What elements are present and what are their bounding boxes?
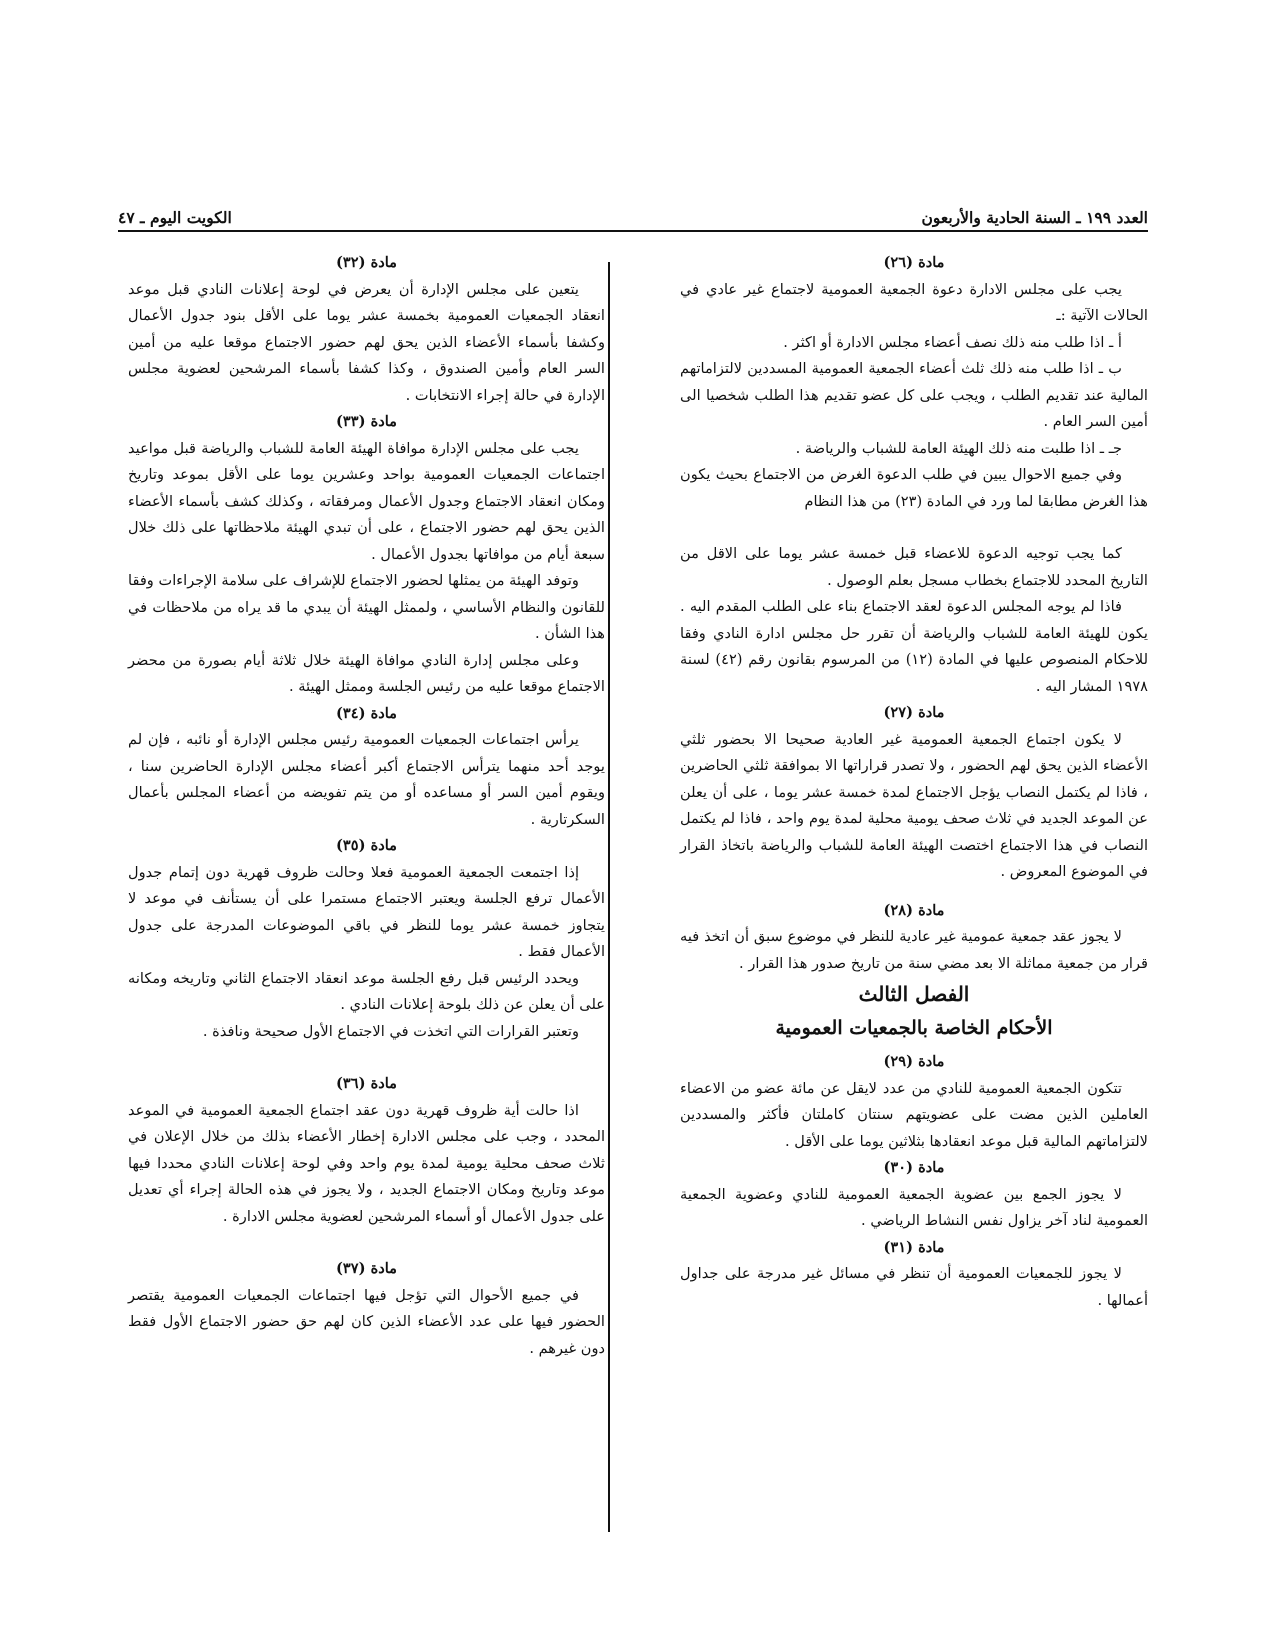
issue-info: العدد ١٩٩ ـ السنة الحادية والأربعون [921, 208, 1148, 227]
article-30-paragraph: لا يجوز الجمع بين عضوية الجمعية العمومية للنادي وعضوية الجمعية العمومية لناد آخر يزاول نفس النشاط الرياضي . [680, 1185, 1148, 1229]
section-title: الأحكام الخاصة بالجمعيات العمومية [775, 1017, 1053, 1039]
article-26-paragraph: وفي جميع الاحوال يبين في طلب الدعوة الغرض من الاجتماع بحيث يكون هذا الغرض مطابقا لما ورد في المادة (٢٣) من هذا النظام [680, 466, 1148, 510]
article-35-paragraph: إذا اجتمعت الجمعية العمومية فعلا وحالت ظروف قهرية دون إتمام جدول الأعمال ترفع الجلسة ويعتبر الاجتماع مستمرا على أن يستأنف في موعد لا يتجاوز خمسة عشر يوما للنظر في باقي الموضوعات المدرجة على جدول الأعمال فقط . [128, 863, 605, 960]
article-26-paragraph: كما يجب توجيه الدعوة للاعضاء قبل خمسة عشر يوما على الاقل من التاريخ المحدد للاجتماع بخطاب مسجل بعلم الوصول . [680, 545, 1148, 589]
article-35-paragraph: وتعتبر القرارات التي اتخذت في الاجتماع الأول صحيحة ونافذة . [202, 1022, 579, 1040]
article-32-title: مادة (٣٢) [336, 254, 397, 271]
column-divider [608, 262, 610, 1532]
article-28-paragraph: لا يجوز عقد جمعية عمومية غير عادية للنظر في موضوع سبق أن اتخذ فيه قرار من جمعية مماثلة الا بعد مضي سنة من تاريخ صدور هذا القرار . [680, 928, 1148, 972]
article-33-paragraph: وتوفد الهيئة من يمثلها لحضور الاجتماع للإشراف على سلامة الإجراءات وفقا للقانون والنظام الأساسي ، ولممثل الهيئة أن يبدي ما قد يراه من ملاحظات في هذا الشأن . [128, 572, 605, 642]
article-36-title: مادة (٣٦) [336, 1075, 397, 1092]
article-32-paragraph: يتعين على مجلس الإدارة أن يعرض في لوحة إعلانات النادي قبل موعد انعقاد الجمعيات العمومية بخمسة عشر يوما على الأقل بنود جدول الأعمال وكشفا بأسماء الأعضاء الذين يحق لهم حضور الاجتماع موقعا عليه من أمين السر العام وأمين الصندوق ، وكذا كشفا بأسماء المرشحين لعضوية مجلس الإدارة في حالة إجراء الانتخابات . [128, 280, 605, 404]
article-26-item-c: جـ ـ اذا طلبت منه ذلك الهيئة العامة للشباب والرياضة . [795, 439, 1122, 457]
article-31-title: مادة (٣١) [883, 1238, 945, 1256]
article-33-paragraph: وعلى مجلس إدارة النادي موافاة الهيئة خلال ثلاثة أيام بصورة من محضر الاجتماع موقعا عليه من رئيس الجلسة وممثل الهيئة . [128, 651, 605, 695]
article-37-title: مادة (٣٧) [336, 1260, 397, 1277]
article-29-paragraph: تتكون الجمعية العمومية للنادي من عدد لايقل عن مائة عضو من الاعضاء العاملين الذين مضت على عضويتهم سنتان كاملتان فأكثر والمسددين لالتزاماتهم المالية قبل موعد انعقادها بثلاثين يوما على الأقل . [680, 1079, 1148, 1150]
gazette-name-page-number: الكويت اليوم ـ ٤٧ [118, 208, 232, 227]
article-33-paragraph: يجب على مجلس الإدارة موافاة الهيئة العامة للشباب والرياضة قبل مواعيد اجتماعات الجمعيات العمومية بواحد وعشرين يوما على الأقل بموعد وتاريخ ومكان انعقاد الاجتماع وجدول الأعمال ومرفقاته ، وكذلك كشف بأسماء الأعضاء الذين يحق لهم حضور الاجتماع ، على أن تبدي الهيئة ملاحظاتها على ذلك خلال سبعة أيام من موافاتها بجدول الأعمال . [128, 439, 605, 563]
article-28-title: مادة (٢٨) [883, 901, 945, 919]
article-26-paragraph: يجب على مجلس الادارة دعوة الجمعية العمومية لاجتماع غير عادي في الحالات الآتية :ـ [680, 280, 1148, 324]
article-26-title: مادة (٢٦) [883, 254, 945, 271]
article-35-paragraph: ويحدد الرئيس قبل رفع الجلسة موعد انعقاد الاجتماع الثاني وتاريخه ومكانه على أن يعلن عن ذلك بلوحة إعلانات النادي . [128, 969, 605, 1013]
article-33-title: مادة (٣٣) [336, 413, 397, 430]
article-26-item-b: ب ـ اذا طلب منه ذلك ثلث أعضاء الجمعية العمومية المسددين لالتزاماتهم المالية عند تقديم الطلب ، ويجب على كل عضو تقديم هذا الطلب شخصيا الى أمين السر العام . [680, 360, 1148, 430]
article-29-title: مادة (٢٩) [883, 1053, 945, 1070]
article-34-paragraph: يرأس اجتماعات الجمعيات العمومية رئيس مجلس الإدارة أو نائبه ، فإن لم يوجد أحد منهما يترأس الاجتماع أكبر أعضاء مجلس الإدارة الحاضرين سنا ، ويقوم أمين السر أو مساعده أو من يتم تفويضه من أعضاء المجلس بأعمال السكرتارية . [128, 731, 605, 828]
article-26-item-a: أ ـ اذا طلب منه ذلك نصف أعضاء مجلس الادارة أو اكثر . [783, 333, 1122, 351]
article-37-paragraph: في جميع الأحوال التي تؤجل فيها اجتماعات الجمعيات العمومية يقتصر الحضور فيها على عدد الأعضاء الذين كان لهم حق حضور الاجتماع الأول فقط دون غيرهم . [128, 1286, 605, 1357]
article-27-paragraph: لا يكون اجتماع الجمعية العمومية غير العادية صحيحا الا بحضور ثلثي الأعضاء الذين يحق لهم الحضور ، ولا تصدر قراراتها الا بموافقة ثلثي الحاضرين ، فاذا لم يكتمل النصاب يؤجل الاجتماع لمدة خمسة عشر يوما ، على أن يعلن عن الموعد الجديد في ثلاث صحف يومية محلية لمدة يوم واحد ، فاذا لم يكتمل النصاب في هذا الاجتماع اختصت الهيئة العامة للشباب والرياضة باتخاذ القرار في الموضوع المعروض . [680, 730, 1148, 880]
chapter-title: الفصل الثالث [858, 982, 970, 1006]
page-header [118, 204, 1148, 232]
article-31-paragraph: لا يجوز للجمعيات العمومية أن تنظر في مسائل غير مدرجة على جداول أعمالها . [680, 1265, 1148, 1309]
right-column [680, 250, 1148, 1314]
article-27-title: مادة (٢٧) [883, 704, 945, 721]
article-34-title: مادة (٣٤) [336, 704, 397, 722]
article-35-title: مادة (٣٥) [336, 837, 397, 854]
left-column [128, 250, 605, 1362]
article-36-paragraph: اذا حالت أية ظروف قهرية دون عقد اجتماع الجمعية العمومية في الموعد المحدد ، وجب على مجلس الادارة إخطار الأعضاء بذلك من خلال الإعلان في ثلاث صحف محلية يومية لمدة يوم واحد وفي لوحة إعلانات النادي محددا فيها موعد وتاريخ ومكان الاجتماع الجديد ، ولا يجوز في هذه الحالة إجراء أي تعديل على جدول الأعمال أو أسماء المرشحين لعضوية مجلس الادارة . [128, 1101, 605, 1225]
article-30-title: مادة (٣٠) [883, 1159, 945, 1176]
article-26-paragraph: فاذا لم يوجه المجلس الدعوة لعقد الاجتماع بناء على الطلب المقدم اليه . يكون للهيئة العامة للشباب والرياضة أن تقرر حل مجلس ادارة النادي وفقا للاحكام المنصوص عليها في المادة (١٢) من المرسوم بقانون رقم (٤٢) لسنة ١٩٧٨ المشار اليه . [680, 598, 1149, 695]
